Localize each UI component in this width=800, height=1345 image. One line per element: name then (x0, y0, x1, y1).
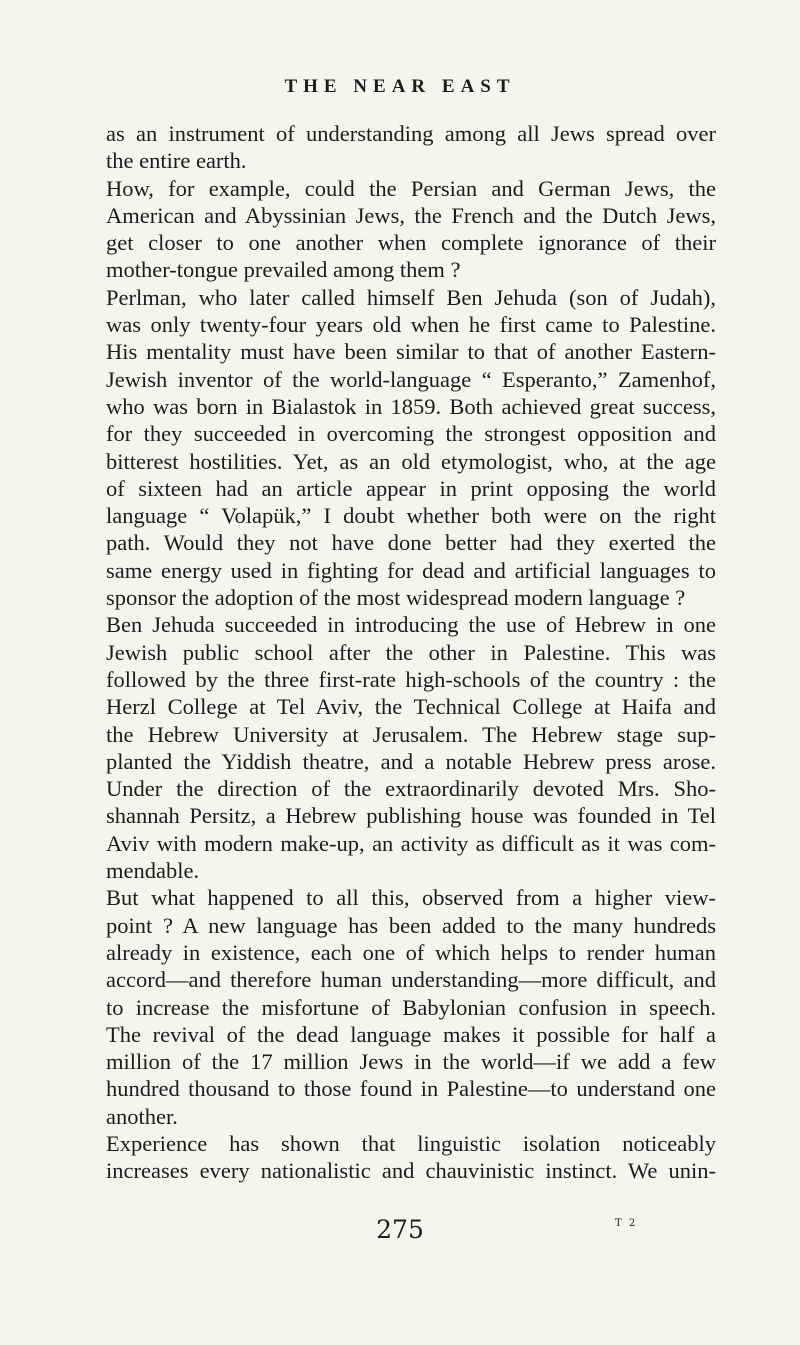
text-line: Ben Jehuda succeeded in introducing the use of Hebrew in one (106, 612, 716, 638)
text-line: planted the Yiddish theatre, and a notable Hebrew press arose. (106, 748, 716, 774)
text-line: Aviv with modern make-up, an activity as difficult as it was com- (106, 830, 716, 856)
text-line: Perlman, who later called himself Ben Jehuda (son of Judah), (106, 284, 716, 310)
text-line: another. (106, 1103, 178, 1129)
signature-mark: T 2 (615, 1218, 638, 1229)
text-line: of sixteen had an article appear in print opposing the world (106, 475, 716, 501)
text-line: point ? A new language has been added to the many hundreds (106, 912, 716, 938)
running-head: THE NEAR EAST (284, 76, 516, 97)
text-line: sponsor the adoption of the most widespread modern language ? (106, 585, 686, 611)
text-line: mother-tongue prevailed among them ? (106, 257, 461, 283)
text-line: the Hebrew University at Jerusalem. The Hebrew stage sup- (106, 721, 716, 747)
text-line: who was born in Bialastok in 1859. Both achieved great success, (106, 393, 716, 419)
text-line: American and Abyssinian Jews, the French and the Dutch Jews, (106, 202, 716, 228)
text-line: Experience has shown that linguistic isolation noticeably (106, 1130, 716, 1156)
text-line: was only twenty-four years old when he first came to Palestine. (106, 312, 716, 338)
text-line: followed by the three first-rate high-schools of the country : the (106, 666, 716, 692)
text-line: to increase the misfortune of Babylonian confusion in speech. (106, 994, 716, 1020)
text-line: bitterest hostilities. Yet, as an old etymologist, who, at the age (106, 448, 716, 474)
text-line: get closer to one another when complete ignorance of their (106, 230, 716, 256)
text-line: Jewish public school after the other in Palestine. This was (106, 639, 716, 665)
text-line: million of the 17 million Jews in the world—if we add a few (106, 1049, 716, 1075)
text-line: His mentality must have been similar to that of another Eastern- (106, 339, 716, 365)
text-line: But what happened to all this, observed from a higher view- (106, 885, 716, 911)
body-text (106, 120, 716, 1185)
text-line: path. Would they not have done better had they exerted the (106, 530, 716, 556)
text-line: How, for example, could the Persian and German Jews, the (106, 175, 716, 201)
text-line: language “ Volapük,” I doubt whether both were on the right (106, 503, 716, 529)
page-number: 275 (376, 1215, 424, 1244)
text-line: Jewish inventor of the world-language “ Esperanto,” Zamenhof, (106, 366, 716, 392)
text-line: already in existence, each one of which helps to render human (106, 939, 716, 965)
text-line: same energy used in fighting for dead and artificial languages to (106, 557, 716, 583)
text-line: hundred thousand to those found in Palestine—to understand one (106, 1076, 716, 1102)
text-line: The revival of the dead language makes it possible for half a (106, 1021, 716, 1047)
text-line: as an instrument of understanding among all Jews spread over (106, 121, 716, 146)
text-line: accord—and therefore human understanding—more difficult, and (106, 967, 716, 993)
text-line: for they succeeded in overcoming the strongest opposition and (106, 421, 716, 447)
text-line: the entire earth. (106, 148, 247, 174)
text-line: Herzl College at Tel Aviv, the Technical College at Haifa and (106, 694, 716, 720)
text-line: Under the direction of the extraordinarily devoted Mrs. Sho- (106, 776, 716, 802)
text-line: increases every nationalistic and chauvinistic instinct. We unin- (106, 1158, 716, 1184)
text-line: mendable. (106, 858, 200, 884)
text-line: shannah Persitz, a Hebrew publishing house was founded in Tel (106, 803, 716, 829)
